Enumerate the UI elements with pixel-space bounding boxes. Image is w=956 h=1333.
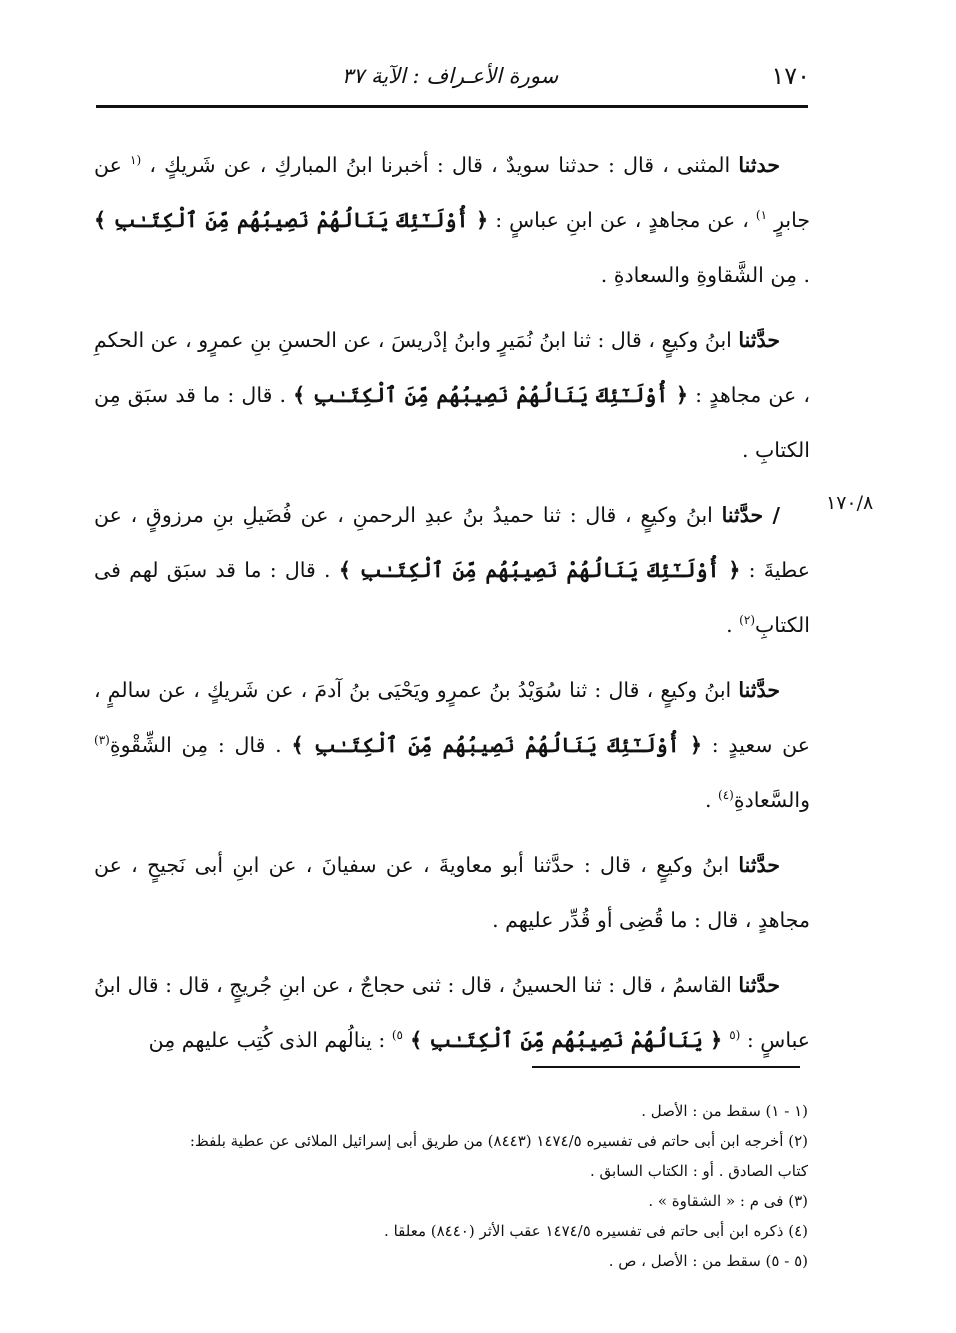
paragraph-text: ابنُ وكيعٍ ، قال : حدَّثنا أبو معاويةَ ، عن سفيانَ ، عن ابنِ أبى نَجيحٍ ، عن مجاهدٍ ، قال : ما قُضِى أو قُدِّر عليهم . <box>94 853 810 932</box>
header-rule <box>96 105 808 108</box>
page-header <box>90 58 810 98</box>
narration-paragraph <box>94 838 810 948</box>
paragraph-text: . قال : ما قد سبَق لهم فى الكتابِ <box>94 558 810 637</box>
narration-paragraph <box>94 138 810 303</box>
paragraph-text: ابنُ وكيعٍ ، قال : ثنا ابنُ نُمَيرٍ وابنُ إدْريسَ ، عن الحسنِ بنِ عمرٍو ، عن الحكمِ ، عن مجاهدٍ : <box>94 328 810 407</box>
paragraph-text: . <box>704 788 719 812</box>
footnote-1: (١ - ١) سقط من : الأصل . <box>641 1102 808 1120</box>
narration-paragraph <box>94 488 810 653</box>
footnotes <box>90 1096 808 1276</box>
footnote-2-continued: كتاب الصادق . أو : الكتاب السابق . <box>590 1162 808 1180</box>
isnad-lead: حدَّثنا <box>738 328 780 352</box>
paragraph-text: ، عن مجاهدٍ ، عن ابنِ عباسٍ : <box>488 208 756 232</box>
footnote-ref: ٥) <box>391 1028 403 1043</box>
paragraph-text: . قال : ما قد سبَق مِن الكتابِ . <box>94 383 810 462</box>
quran-verse: ﴿ يَنَالُهُمْ نَصِيبُهُم مِّنَ ٱلْكِتَـٰبِ ﴾ <box>402 1028 730 1052</box>
footnote-ref: (٣) <box>94 733 110 748</box>
paragraph-text: . مِن الشَّقاوةِ والسعادةِ . <box>600 263 810 287</box>
footnote-4: (٤) ذكره ابن أبى حاتم فى تفسيره ١٤٧٤/٥ عقب الأثر (٨٤٤٠) معلقا . <box>384 1222 808 1240</box>
narration-paragraph <box>94 313 810 478</box>
isnad-lead: حدَّثنا <box>738 973 780 997</box>
isnad-lead: / حدَّثنا <box>721 503 780 527</box>
footnote-3: (٣) فى م : « الشقاوة » . <box>648 1192 808 1210</box>
footnote-rule <box>532 1066 800 1068</box>
paragraph-text: : ينالُهم الذى كُتِب عليهم مِن <box>148 1028 392 1052</box>
footnote-ref: (٤) <box>718 788 734 803</box>
quran-verse: ﴿ أُوْلَـٰٓئِكَ يَنَالُهُمْ نَصِيبُهُم مِّنَ ٱلْكِتَـٰبِ ﴾ <box>94 208 489 232</box>
footnote-5: (٥ - ٥) سقط من : الأصل ، ص . <box>608 1252 808 1270</box>
paragraph-text: ابنُ وكيعٍ ، قال : ثنا حميدُ بنُ عبدِ الرحمنِ ، عن فُضَيلِ بنِ مرزوقٍ ، عن عطيةَ : <box>94 503 810 582</box>
footnote-2: (٢) أخرجه ابن أبى حاتم فى تفسيره ١٤٧٤/٥ (٨٤٤٣) من طريق أبى إسرائيل الملائى عن عطية بلفظ: <box>189 1132 808 1150</box>
page-number: ١٧٠ <box>771 62 810 90</box>
quran-verse: ﴿ أُوْلَـٰٓئِكَ يَنَالُهُمْ نَصِيبُهُم مِّنَ ٱلْكِتَـٰبِ ﴾ <box>338 558 741 582</box>
narration-paragraph <box>94 663 810 828</box>
paragraph-text: . <box>726 613 740 637</box>
footnote-ref: (١ <box>130 153 142 168</box>
isnad-lead: حدَّثنا <box>738 678 780 702</box>
footnote-ref: (٢) <box>739 613 755 628</box>
margin-note: ١٧٠/٨ <box>826 492 874 514</box>
narration-paragraph <box>94 958 810 1068</box>
paragraph-text: . قال : مِن الشِّقْوةِ <box>109 733 292 757</box>
paragraph-text: عن جابرٍ <box>94 153 811 232</box>
quran-verse: ﴿ أُوْلَـٰٓئِكَ يَنَالُهُمْ نَصِيبُهُم مِّنَ ٱلْكِتَـٰبِ ﴾ <box>291 733 702 757</box>
body-text <box>94 138 810 1078</box>
paragraph-text: القاسمُ ، قال : ثنا الحسينُ ، قال : ثنى حجاجٌ ، عن ابنِ جُريجٍ ، قال : قال ابنُ عباسٍ : <box>94 973 810 1052</box>
isnad-lead: حدثنا <box>738 153 780 177</box>
footnote-ref: ١) <box>755 208 768 223</box>
paragraph-text: ابنُ وكيعٍ ، قال : ثنا سُوَيْدُ بنُ عمرٍو ويَحْيَى بنُ آدمَ ، عن شَريكٍ ، عن سالمٍ ، عن سعيدٍ : <box>94 678 810 757</box>
running-title: سورة الأعـراف : الآية ٣٧ <box>341 64 559 88</box>
quran-verse: ﴿ أُوْلَـٰٓئِكَ يَنَالُهُمْ نَصِيبُهُم مِّنَ ٱلْكِتَـٰبِ ﴾ <box>293 383 689 407</box>
isnad-lead: حدَّثنا <box>738 853 780 877</box>
footnote-ref: (٥ <box>729 1028 741 1043</box>
paragraph-text: والسَّعادةِ <box>733 788 810 812</box>
paragraph-text: المثنى ، قال : حدثنا سويدٌ ، قال : أخبرنا ابنُ المباركِ ، عن شَريكٍ ، <box>141 153 739 177</box>
